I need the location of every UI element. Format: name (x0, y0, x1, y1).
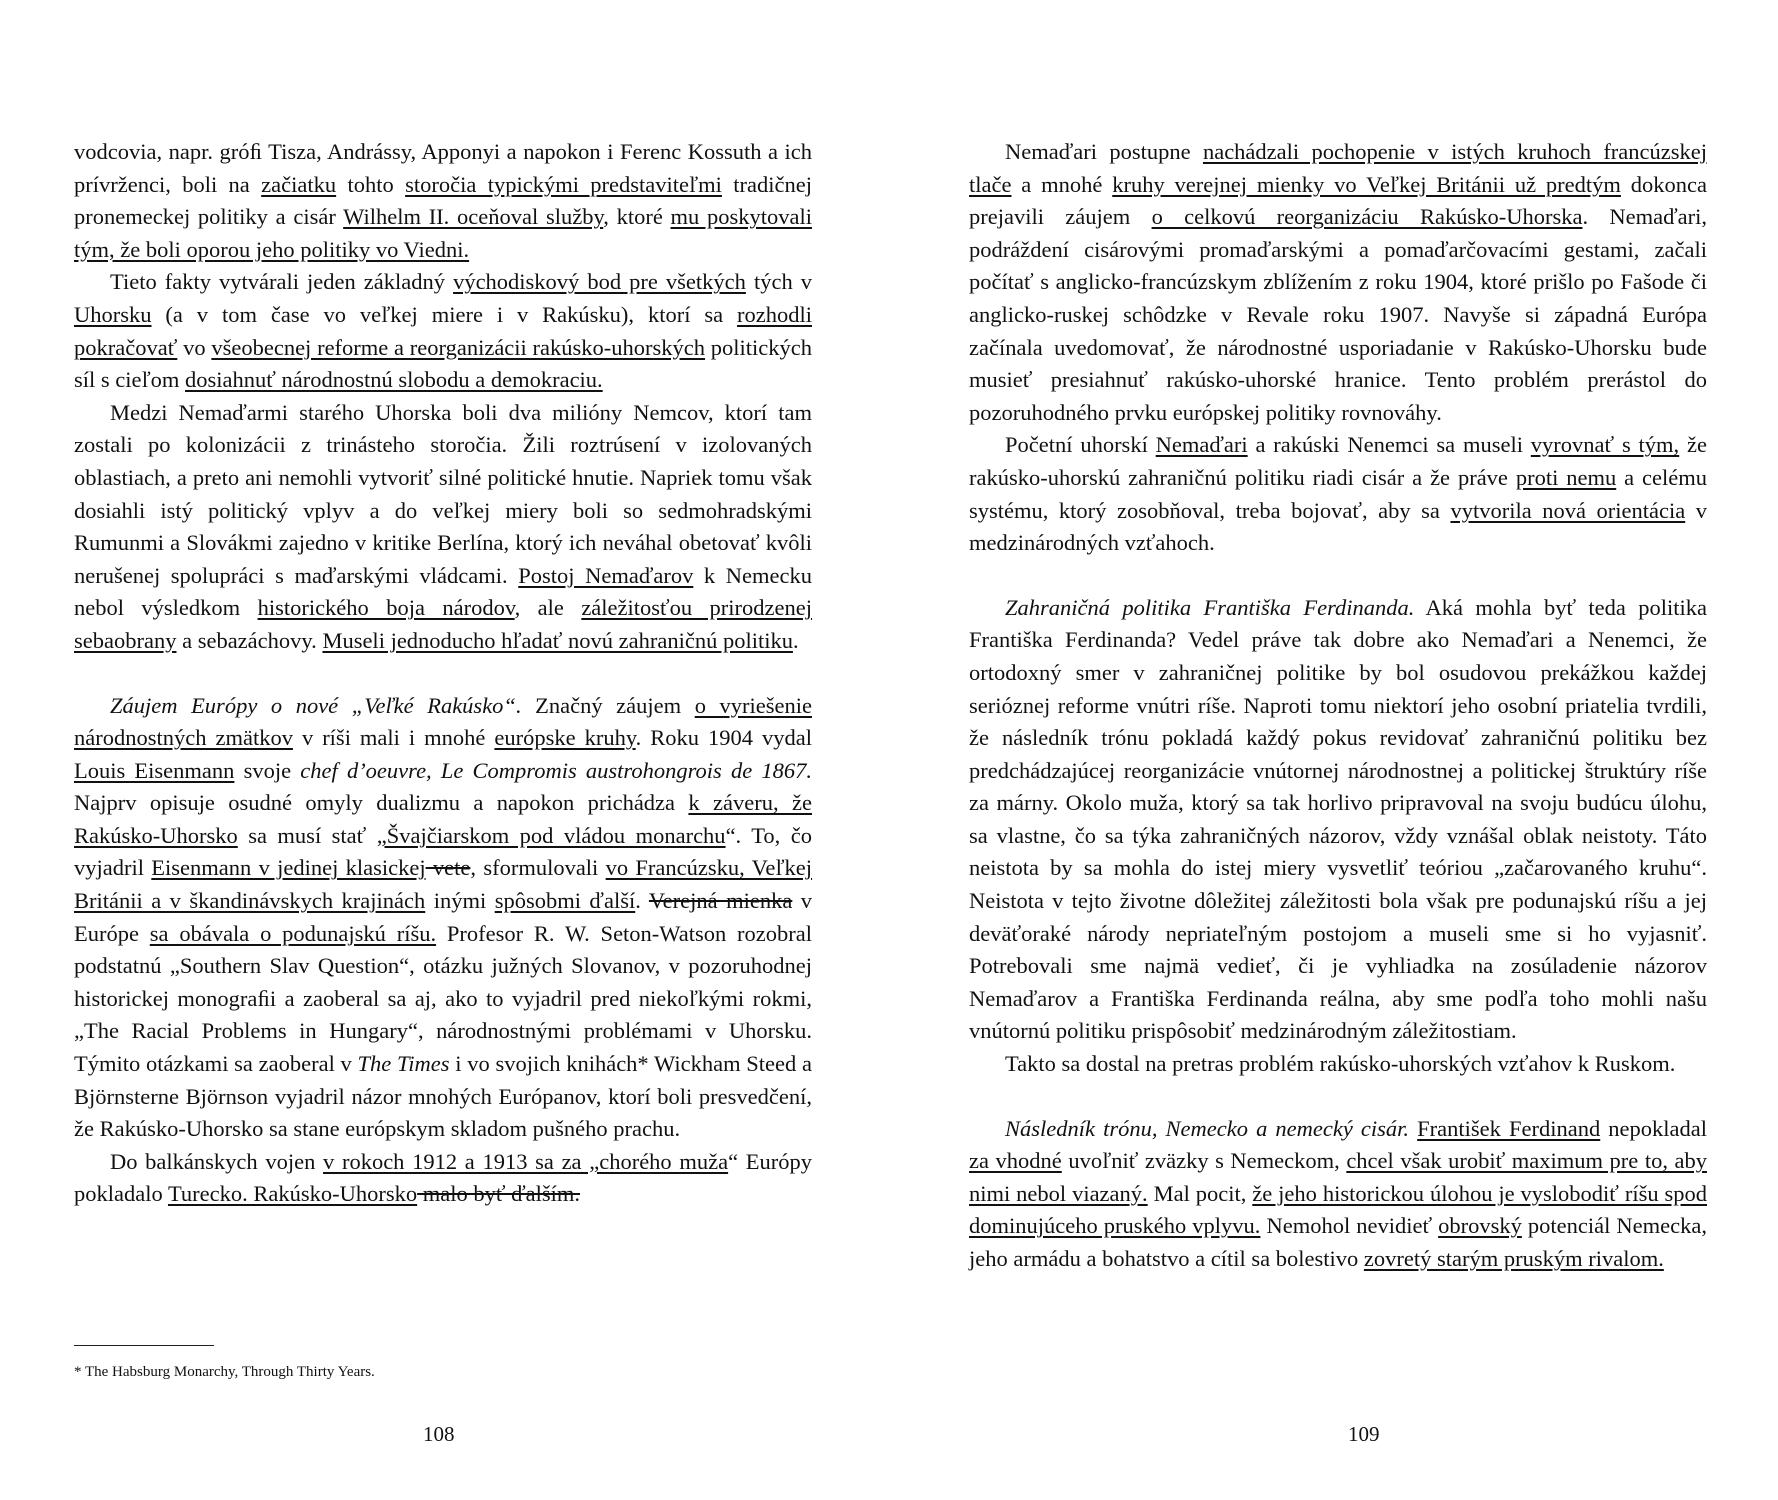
underlined-text: chcel však urobiť maximum pre to, aby nimi nebol viazaný. (969, 1148, 1707, 1206)
underlined-text: Eisenmann v jedinej klasickej (151, 855, 426, 881)
text-run: potenciál Nemecka, jeho armádu a bohatstvo a cítil sa bolestivo (969, 1213, 1707, 1271)
underlined-text: Nemaďari (1155, 432, 1248, 458)
text-run: vodcovia, napr. gróﬁ Tisza, Andrássy, Apponyi a napokon i Ferenc Kossuth a ich prívrženci, boli na (74, 139, 812, 197)
paragraph (969, 429, 1707, 559)
paragraph (74, 690, 812, 1146)
text-run: a mnohé (1011, 171, 1113, 197)
text-run: Medzi Nemaďarmi starého Uhorska boli dva milióny Nemcov, ktorí tam zostali po kolonizácii z trinásteho storočia. Žili roztrúsení v izolovaných oblastiach, a preto ani nemohli vytvoriť silné politické hnutie. Napriek tomu však dosiahli istý politický vplyv a do veľkej miery boli so sedmohradskými Rumunmi a Slovákmi zajedno v kritike Berlína, ktorý ich neváhal obetovať kvôli nerušenej spolupráci s maďarskými vládcami. (74, 399, 812, 588)
text-run: inými (425, 888, 495, 914)
underlined-text: „Švajčiarskom pod vládou monarchu (376, 822, 726, 848)
text-run: . (792, 627, 799, 653)
text-run: Najprv opisuje osudné omyly dualizmu a napokon prichádza (74, 790, 689, 816)
text-run: , ktoré (603, 204, 671, 230)
text-run: . (635, 888, 649, 914)
text-run: a rakúski Nenemci sa museli (1247, 432, 1531, 458)
underlined-text: všeobecnej reforme a reorganizácii rakúsko-uhorských (211, 334, 706, 360)
text-run: “. To, čo vyjadril (74, 822, 812, 881)
right-page (889, 0, 1778, 1500)
underlined-text: východiskový bod pre všetkých (453, 269, 746, 295)
section-heading: Zahraničná politika Františka Ferdinanda. (1005, 594, 1415, 620)
underlined-text: rozhodli pokračovať (74, 301, 812, 360)
underlined-text: vytvorila nová orientácia (1450, 497, 1686, 523)
underlined-text: spôsobmi ďalší (494, 888, 636, 914)
text-run: tradičnej pronemeckej politiky a cisár (74, 171, 812, 230)
underlined-text: vyrovnať s tým, (1530, 432, 1680, 458)
underlined-text: sa obávala o podunajskú ríšu. (149, 920, 437, 946)
text-run: v medzinárodných vzťahoch. (969, 497, 1707, 556)
right-text-column (969, 136, 1707, 1276)
underlined-text: Wilhelm II. oceňoval služby (343, 204, 604, 230)
page-number: 109 (1348, 1422, 1380, 1446)
text-run: Značný záujem (521, 692, 695, 718)
text-run: tých v (745, 269, 812, 295)
section-heading: Následník trónu, Nemecko a nemecký cisár. (1005, 1115, 1410, 1141)
paragraph (74, 1146, 812, 1211)
paragraph (74, 266, 812, 396)
paragraph (969, 1113, 1707, 1276)
underlined-text: obrovský (1438, 1213, 1522, 1239)
struck-text: malo byť ďalším. (417, 1181, 581, 1207)
underlined-text: mu poskytovali tým, že boli oporou jeho politiky vo Viedni. (74, 204, 812, 262)
left-text-column (74, 136, 812, 1211)
text-run: tohto (336, 171, 406, 197)
underlined-text: záležitosťou prirodzenej sebaobrany (74, 595, 812, 653)
underlined-text: storočia typickými predstaviteľmi (405, 171, 722, 197)
section-heading: Záujem Európy o nové „Veľké Rakúsko“. (110, 692, 522, 718)
text-run: Do balkánskych vojen (110, 1148, 324, 1174)
underlined-text: v rokoch 1912 a 1913 sa za „chorého muža (323, 1148, 729, 1174)
underlined-text: historického boja národov (257, 595, 515, 621)
text-run: v ríši mali i mnohé (292, 725, 495, 751)
footnote: * The Habsburg Monarchy, Through Thirty Years. (74, 1364, 375, 1380)
underlined-text: Postoj Nemaďarov (518, 562, 694, 588)
text-run: vo (177, 334, 212, 360)
text-run: politických síl s cieľom (74, 334, 813, 393)
underlined-text: vo Francúzsku, Veľkej Británii a v škandinávskych krajinách (74, 855, 813, 914)
text-run: Profesor R. W. Seton-Watson rozobral podstatnú „Southern Slav Question“, otázku južných Slovanov, v pozoruhodnej historickej monograﬁi a zaoberal sa aj, ako to vyjadril pred niekoľkými rokmi, „The Racial Problems in Hungary“, národnostnými problémami v Uhorsku. Týmito otázkami sa zaoberal v (74, 920, 812, 1077)
text-run: , ale (514, 595, 582, 621)
text-run: “ Európy pokladalo (74, 1148, 812, 1207)
underlined-text: zovretý starým pruským rivalom. (1363, 1246, 1664, 1271)
text-run: . Roku 1904 vydal (635, 725, 813, 751)
page-number: 108 (423, 1422, 455, 1446)
text-run: a sebazáchovy. (176, 627, 323, 653)
text-run: že rakúsko-uhorskú zahraničnú politiku riadi cisár a že práve (969, 432, 1707, 490)
underlined-text: nachádzali pochopenie v istých kruhoch francúzskej tlače (969, 139, 1708, 197)
underlined-text: o vyriešenie národnostných zmätkov (74, 692, 812, 751)
text-run: Takto sa dostal na pretras problém rakúsko-uhorských vzťahov k Ruskom. (1005, 1051, 1676, 1077)
underlined-text: Museli jednoducho hľadať novú zahraničnú politiku (322, 627, 793, 653)
text-run: Početní uhorskí (1005, 432, 1156, 458)
underlined-text: proti nemu (1515, 464, 1617, 490)
text-run: svoje (234, 757, 301, 783)
text-run: v Európe (74, 888, 813, 946)
paragraph (74, 397, 812, 658)
text-run: Nemohol nevidieť (1260, 1213, 1439, 1239)
paragraph (74, 136, 812, 266)
struck-text: vete (425, 855, 471, 881)
text-run: . Nemaďari, podráždení cisárovými promaďarskými a pomaďarčovacími gestami, začali počítať s anglicko-francúzskym zblížením z roku 1904, ktoré prišlo po Fašode či anglicko-ruskej schôdzke v Revale roku 1907. Navyše si západná Európa začínala uvedomovať, že národnostné usporiadanie v Rakúsko-Uhorsku bude musieť presiahnuť rakúsko-uhorské hranice. Tento problém prerástol do pozoruhodného prvku európskej politiky rovnováhy. (969, 204, 1708, 425)
underlined-text: začiatku (261, 171, 337, 197)
underlined-text: Louis Eisenmann (74, 757, 235, 783)
struck-text: Verejná mienka (648, 888, 793, 914)
text-run: (a v tom čase vo veľkej miere i v Rakúsku), ktorí sa (151, 301, 738, 327)
paragraph (969, 592, 1707, 1048)
underlined-text: európske kruhy (494, 725, 636, 751)
underlined-text: za vhodné (969, 1148, 1062, 1174)
underlined-text: dosiahnuť národnostnú slobodu a demokraciu. (185, 367, 603, 393)
text-run: Aká mohla byť teda politika Františka Ferdinanda? Vedel práve tak dobre ako Nemaďari a Nenemci, že ortodoxný smer v zahraničnej politike by bol osudovou prekážkou každej serióznej reforme vnútri ríše. Naproti tomu niektorí jeho osobní priatelia tvrdili, že následník trónu pokladá každý pokus revidovať zahraničnú politiku bez predchádzajúcej reorganizácie vnútornej národnostnej a politickej štruktúry ríše za márny. Okolo muža, ktorý sa tak horlivo pripravoval na svoju budúcu úlohu, sa vlastne, čo sa týka zahraničných názorov, vždy vznášal oblak neistoty. Táto neistota by sa mohla do istej miery vysvetliť teóriou „začarovaného kruhu“. Neistota v tejto životne dôležitej záležitosti bola však pre podunajskú ríšu a jej deväťoraké národy nepriateľným postojom a museli sme si ho vyjasniť. Potrebovali sme najmä vedieť, či je vyhliadka na zosúladenie názorov Nemaďarov a Františka Ferdinanda reálna, aby sme podľa toho mohli našu vnútornú politiku prispôsobiť medzinárodným záležitostiam. (969, 594, 1708, 1044)
text-run: nepokladal (1600, 1115, 1708, 1141)
text-run: sa musí stať (237, 822, 377, 848)
text-run: k Nemecku nebol výsledkom (74, 562, 812, 621)
text-run: Tieto fakty vytvárali jeden základný (110, 269, 454, 295)
underlined-text: o celkovú reorganizáciu Rakúsko-Uhorska (1151, 204, 1583, 230)
footnote-divider (74, 1345, 214, 1346)
underlined-text: Turecko. Rakúsko-Uhorsko (167, 1181, 418, 1207)
text-run (1409, 1116, 1417, 1141)
italic-text: The Times (357, 1051, 450, 1077)
text-run: Mal pocit, (1147, 1180, 1253, 1206)
underlined-text: že jeho historickou úlohou je vyslobodiť ríšu spod dominujúceho pruského vplyvu. (969, 1180, 1708, 1239)
text-run: , sformulovali (470, 855, 606, 881)
underlined-text: František Ferdinand (1417, 1115, 1601, 1141)
text-run: a celému systému, ktorý zosobňoval, treba bojovať, aby sa (969, 464, 1708, 523)
text-run: Nemaďari postupne (1005, 139, 1203, 164)
paragraph (969, 136, 1707, 429)
underlined-text: Uhorsku (74, 301, 152, 327)
italic-text: chef d’oeuvre, Le Compromis austrohongrois de 1867. (300, 757, 812, 783)
text-run: i vo svojich knihách* Wickham Steed a Björnsterne Björnson vyjadril názor mnohých Európanov, ktorí boli presvedčení, že Rakúsko-Uhorsko sa stane európskym skladom pušného prachu. (74, 1051, 812, 1142)
text-run: uvoľniť zväzky s Nemeckom, (1061, 1148, 1347, 1174)
paragraph (969, 1048, 1707, 1081)
underlined-text: kruhy verejnej mienky vo Veľkej Británii už predtým (1112, 171, 1621, 197)
text-run: dokonca prejavili záujem (969, 171, 1707, 230)
underlined-text: k záveru, že Rakúsko-Uhorsko (74, 790, 812, 848)
